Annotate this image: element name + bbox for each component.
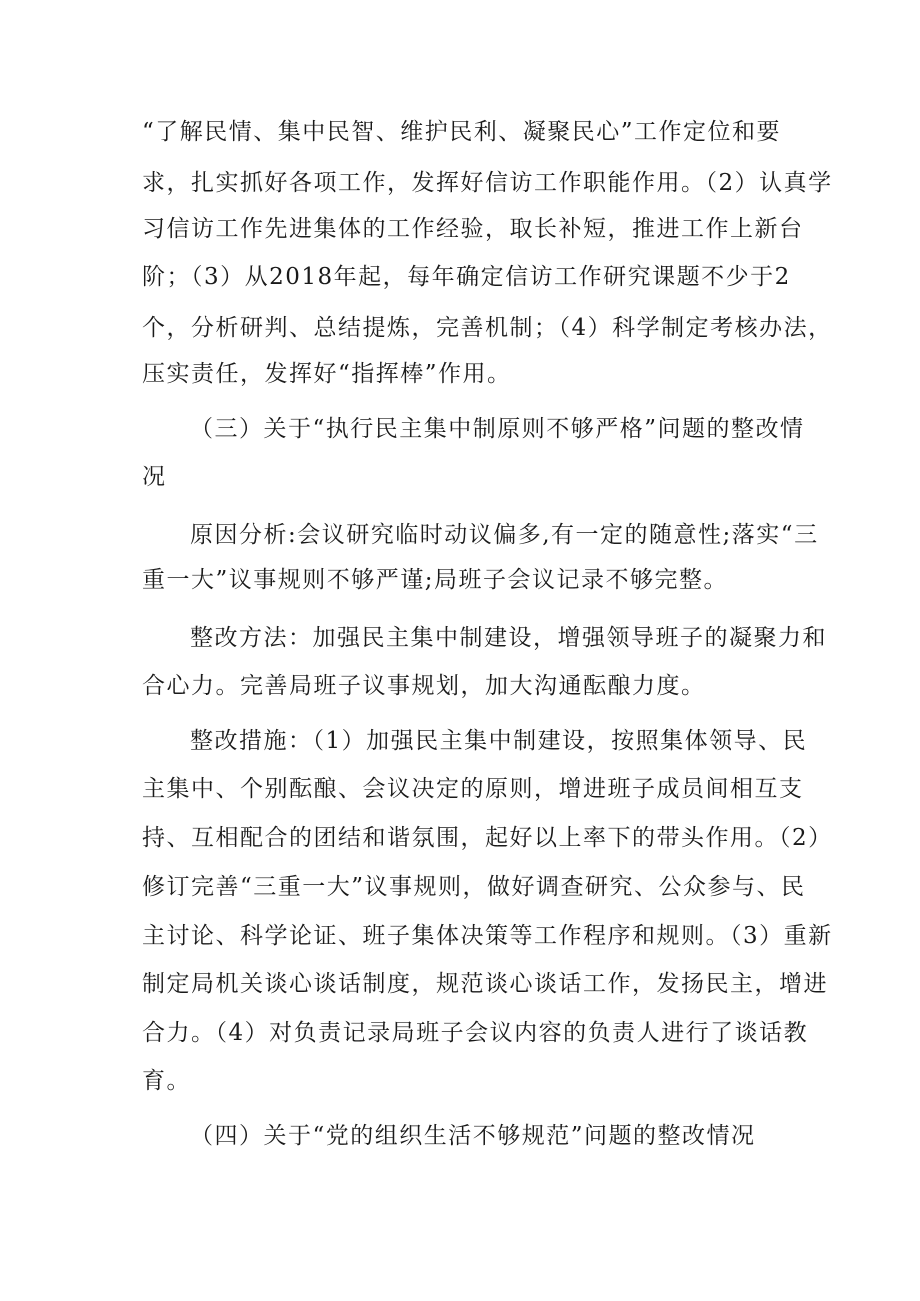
- rectification-method-line: 整改方法：加强民主集中制建设，增强领导班子的凝聚力和: [190, 625, 827, 651]
- section-heading-3: （三）关于“执行民主集中制原则不够严格”问题的整改情: [190, 416, 805, 442]
- rectification-measures-line: 整改措施：（1）加强民主集中制建设，按照集体领导、民: [190, 728, 808, 754]
- body-text-line: 习信访工作先进集体的工作经验，取长补短，推进工作上新台: [142, 216, 804, 242]
- body-text-line: 合心力。完善局班子议事规划，加大沟通酝酿力度。: [142, 673, 706, 699]
- body-text-line: 育。: [142, 1068, 191, 1094]
- body-text-line: 求，扎实抓好各项工作，发挥好信访工作职能作用。（2）认真学: [142, 170, 833, 196]
- body-text-line: 制定局机关谈心谈话制度，规范谈心谈话工作，发扬民主，增进: [142, 971, 828, 997]
- body-text-line: 重一大”议事规则不够严谨;局班子会议记录不够完整。: [142, 567, 729, 593]
- cause-analysis-line: 原因分析:会议研究临时动议偏多,有一定的随意性;落实“三: [190, 522, 819, 548]
- body-text-line: 个，分析研判、总结提炼，完善机制；（4）科学制定考核办法，: [142, 315, 833, 341]
- section-heading-3-continued: 况: [142, 464, 167, 490]
- body-text-line: 压实责任，发挥好“指挥棒”作用。: [142, 361, 512, 387]
- body-text-line: 主集中、个别酝酿、会议决定的原则，增进班子成员间相互支: [142, 776, 804, 802]
- section-heading-4: （四）关于“党的组织生活不够规范”问题的整改情况: [190, 1123, 756, 1149]
- body-text-line: 合力。（4）对负责记录局班子会议内容的负责人进行了谈话教: [142, 1020, 809, 1046]
- body-text-line: 主讨论、科学论证、班子集体决策等工作程序和规则。（3）重新: [142, 923, 833, 949]
- body-text-line: “了解民情、集中民智、维护民利、凝聚民心”工作定位和要: [142, 119, 782, 145]
- body-text-line: 修订完善“三重一大”议事规则，做好调查研究、公众参与、民: [142, 874, 806, 900]
- body-text-line: 持、互相配合的团结和谐氛围，起好以上率下的带头作用。（2）: [142, 825, 833, 851]
- body-text-line: 阶；（3）从2018年起，每年确定信访工作研究课题不少于2: [142, 264, 791, 290]
